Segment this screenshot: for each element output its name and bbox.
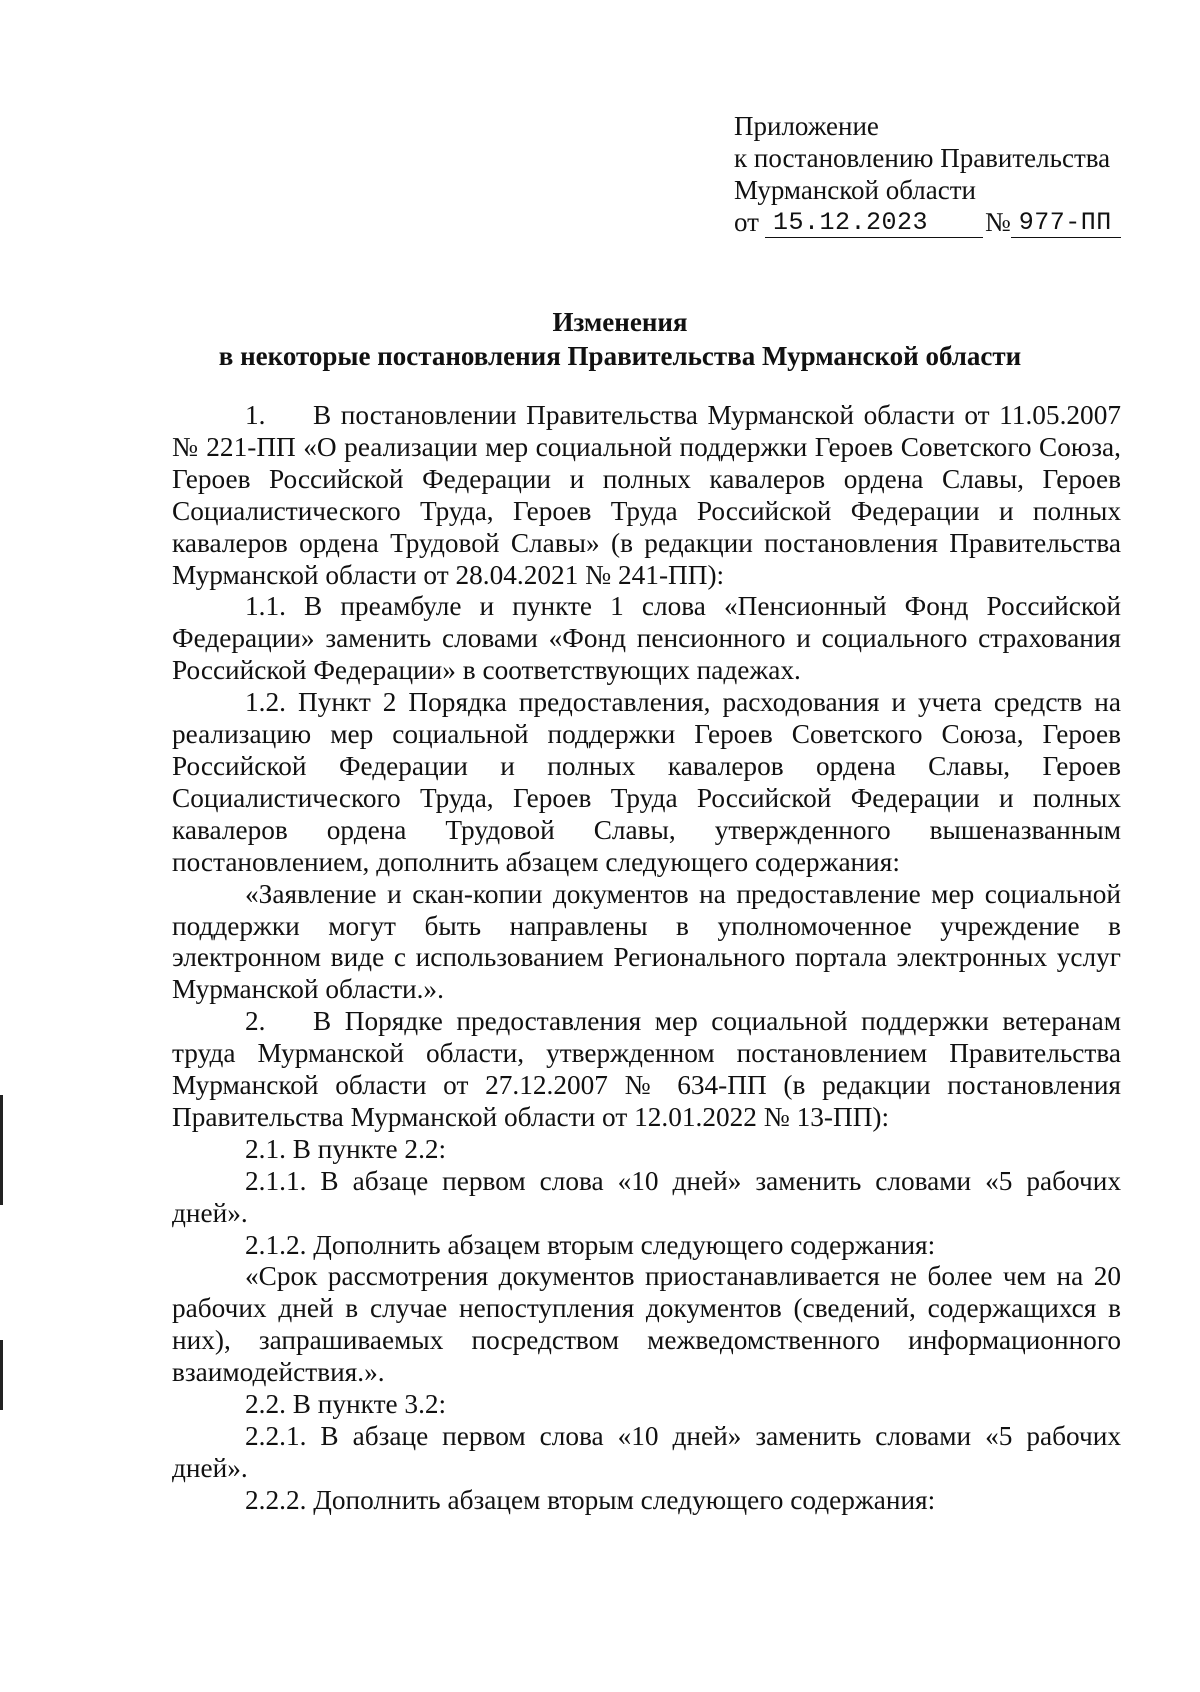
- paragraph-text: «Заявление и скан-копии документов на предоставление мер социальной поддержки могут быть направлены в уполномоченное учреждение в электронном виде с использованием Регионального портала электронных услуг Мурманской области.».: [172, 878, 1121, 1005]
- decree-number: 977-ПП: [1011, 209, 1121, 238]
- paragraph: [172, 1389, 1121, 1421]
- scan-edge-mark: [0, 1095, 3, 1205]
- paragraph-text: 2.1.2. Дополнить абзацем вторым следующего содержания:: [245, 1229, 936, 1260]
- paragraph-text: 2.2.1. В абзаце первом слова «10 дней» заменить словами «5 рабочих дней».: [172, 1421, 1121, 1483]
- date-prefix: от: [734, 207, 759, 237]
- paragraph: [172, 687, 1121, 878]
- paragraph-number: 2.: [245, 1006, 266, 1037]
- paragraph: [172, 1230, 1121, 1262]
- number-label: №: [984, 207, 1011, 237]
- paragraph-text: «Срок рассмотрения документов приостанавливается не более чем на 20 рабочих дней в случае непоступления документов (сведений, содержащихся в них), запрашиваемых посредством межведомственного информационного взаимодействия.».: [172, 1261, 1121, 1388]
- paragraph: [172, 1261, 1121, 1389]
- appendix-region: Мурманской области: [734, 175, 976, 205]
- paragraph-text: 1.1. В преамбуле и пункте 1 слова «Пенсионный Фонд Российской Федерации» заменить словами «Фонд пенсионного и социального страхования Российской Федерации» в соответствующих падежах.: [172, 591, 1121, 686]
- paragraph-text: 2.2. В пункте 3.2:: [245, 1389, 447, 1420]
- paragraph: [172, 591, 1121, 687]
- appendix-date-line: [734, 206, 1174, 238]
- paragraph-text: 2.2.2. Дополнить абзацем вторым следующего содержания:: [245, 1484, 936, 1515]
- appendix-reference: к постановлению Правительства: [734, 143, 1111, 173]
- paragraph: [172, 1485, 1121, 1517]
- paragraph-text: В Порядке предоставления мер социальной поддержки ветеранам труда Мурманской области, утвержденном постановлением Правительства Мурманской области от 27.12.2007 № 634-ПП (в редакции постановления Правительства Мурманской области от 12.01.2022 № 13-ПП):: [172, 1006, 1121, 1132]
- paragraph: [172, 1421, 1121, 1485]
- appendix-block: [734, 110, 1174, 238]
- decree-date: 15.12.2023: [765, 209, 983, 238]
- paragraph-text: 2.1.1. В абзаце первом слова «10 дней» заменить словами «5 рабочих дней».: [172, 1165, 1121, 1228]
- document-title: Изменения: [552, 307, 688, 337]
- scan-edge-mark: [0, 1340, 3, 1410]
- document-body: [172, 400, 1121, 1517]
- paragraph: [172, 1006, 1121, 1134]
- paragraph-text: 1.2. Пункт 2 Порядка предоставления, расходования и учета средств на реализацию мер социальной поддержки Героев Советского Союза, Героев Российской Федерации и полных кавалеров ордена Славы, Героев Социалистического Труда, Героев Труда Российской Федерации и полных кавалеров ордена Трудовой Славы, утвержденного вышеназванным постановлением, дополнить абзацем следующего содержания:: [172, 687, 1121, 877]
- paragraph-text: 2.1. В пункте 2.2:: [245, 1133, 447, 1164]
- paragraph: [172, 1166, 1121, 1230]
- paragraph: [172, 879, 1121, 1007]
- appendix-heading: Приложение: [734, 111, 879, 141]
- paragraph: [172, 400, 1121, 591]
- paragraph-text: В постановлении Правительства Мурманской области от 11.05.2007 № 221-ПП «О реализации мер социальной поддержки Героев Советского Союза, Героев Российской Федерации и полных кавалеров ордена Славы, Героев Социалистического Труда, Героев Труда Российской Федерации и полных кавалеров ордена Трудовой Славы» (в редакции постановления Правительства Мурманской области от 28.04.2021 № 241-ПП):: [172, 400, 1121, 590]
- document-subtitle: в некоторые постановления Правительства Мурманской области: [218, 341, 1022, 371]
- paragraph-number: 1.: [245, 400, 266, 430]
- paragraph: [172, 1134, 1121, 1166]
